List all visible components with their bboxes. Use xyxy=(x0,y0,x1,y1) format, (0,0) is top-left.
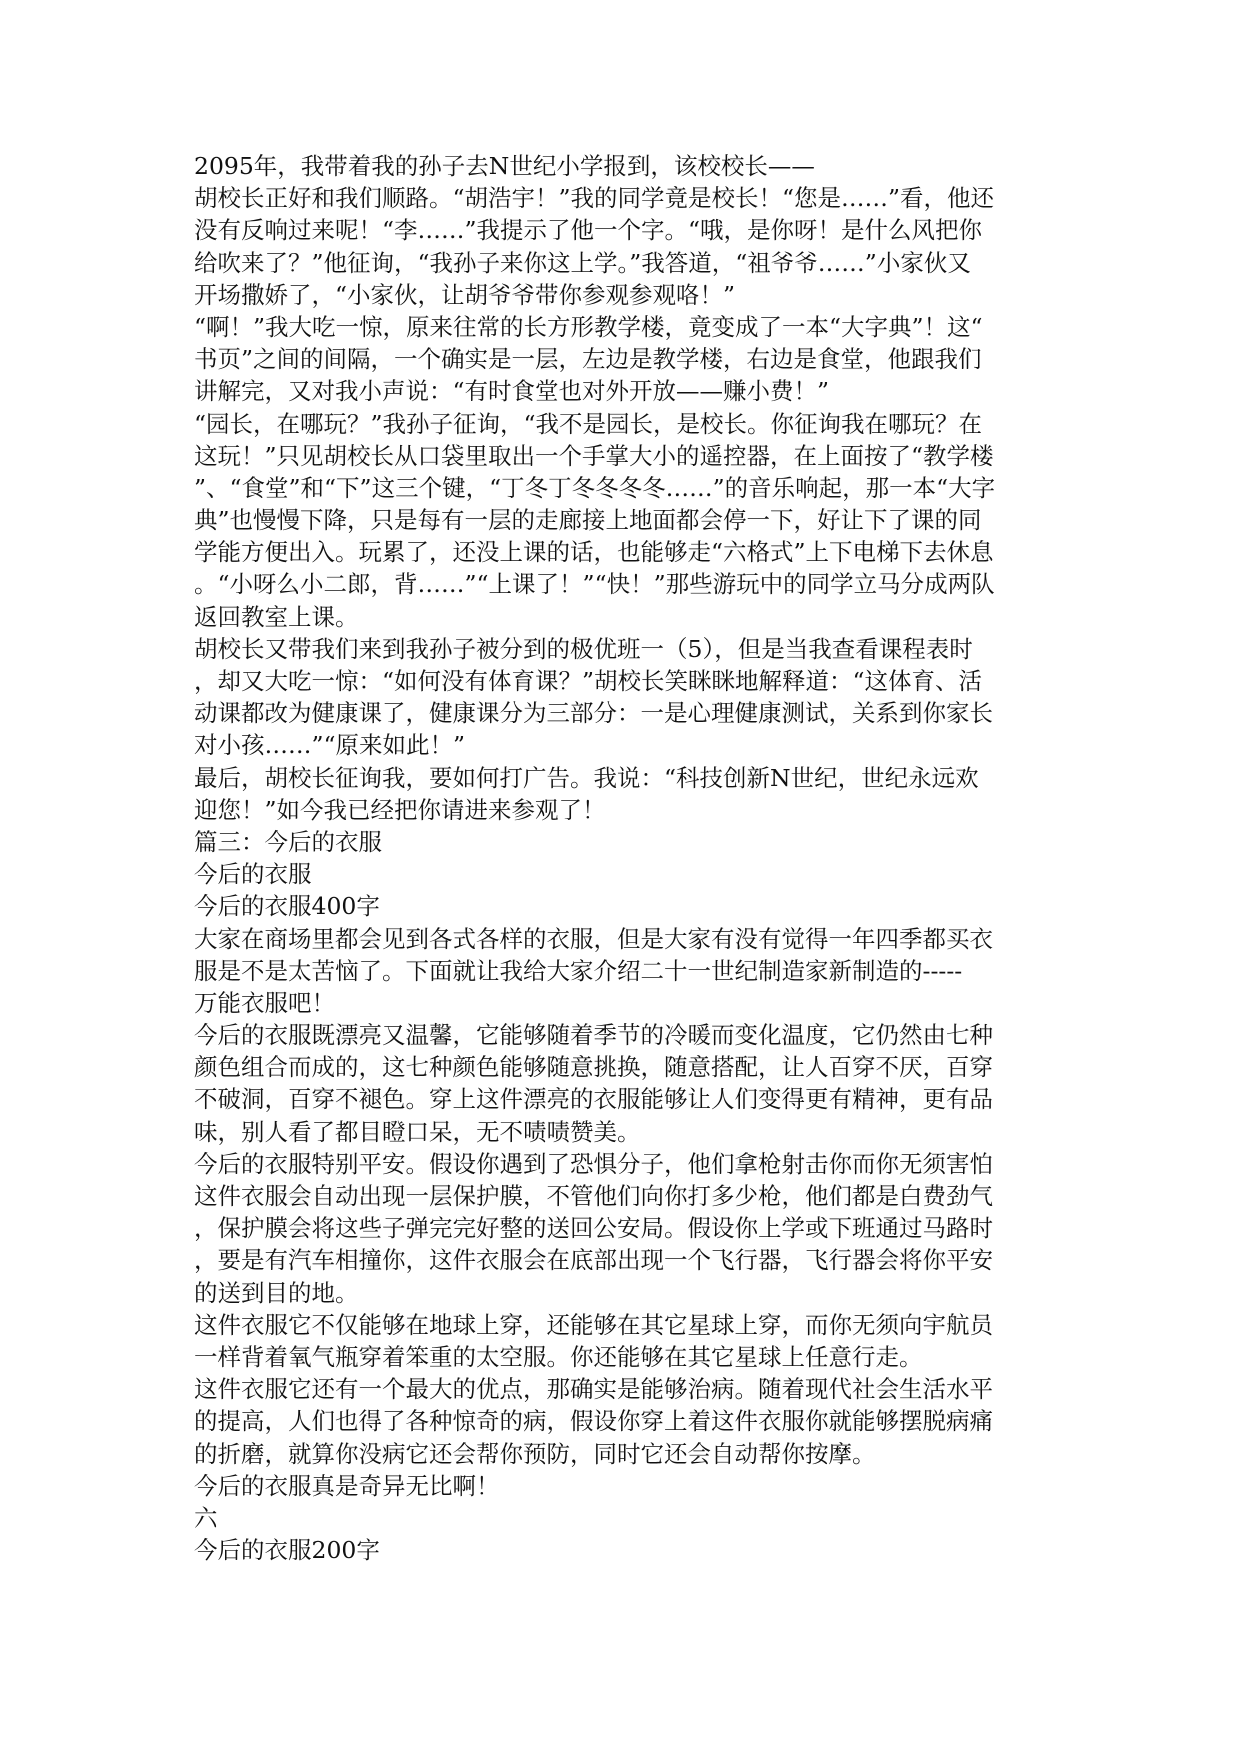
text-line: 这件衣服它还有一个最大的优点，那确实是能够治病。随着现代社会生活水平 xyxy=(194,1375,993,1404)
text-line: 胡校长又带我们来到我孙子被分到的极优班一（5），但是当我查看课程表时 xyxy=(194,634,973,663)
text-line: 的送到目的地。 xyxy=(194,1278,359,1307)
text-line: 六 xyxy=(194,1503,218,1532)
text-line: 今后的衣服特别平安。假设你遇到了恐惧分子，他们拿枪射击你而你无须害怕 xyxy=(194,1149,993,1178)
text-line: “啊！”我大吃一惊，原来往常的长方形教学楼，竟变成了一本“大字典”！这“ xyxy=(194,312,983,341)
text-line: 开场撒娇了，“小家伙，让胡爷爷带你参观参观咯！” xyxy=(194,280,736,309)
text-line: 讲解完，又对我小声说：“有时食堂也对外开放——赚小费！” xyxy=(194,377,830,406)
text-line: 没有反响过来呢！“李……”我提示了他一个字。“哦，是你呀！是什么风把你 xyxy=(194,216,983,245)
text-line: 学能方便出入。玩累了，还没上课的话，也能够走“六格式”上下电梯下去休息 xyxy=(194,538,994,567)
document-body xyxy=(194,150,1054,1566)
text-line: 这件衣服它不仅能够在地球上穿，还能够在其它星球上穿，而你无须向宇航员 xyxy=(194,1310,993,1339)
text-line: 这玩！”只见胡校长从口袋里取出一个手掌大小的遥控器，在上面按了“教学楼 xyxy=(194,441,994,470)
text-line: 不破洞，百穿不褪色。穿上这件漂亮的衣服能够让人们变得更有精神，更有品 xyxy=(194,1085,993,1114)
text-line: 今后的衣服既漂亮又温馨，它能够随着季节的冷暖而变化温度，它仍然由七种 xyxy=(194,1021,993,1050)
text-line: 迎您！”如今我已经把你请进来参观了！ xyxy=(194,795,606,824)
text-line: 给吹来了？”他征询，“我孙子来你这上学。”我答道，“祖爷爷……”小家伙又 xyxy=(194,248,971,277)
text-line: 味，别人看了都目瞪口呆，无不啧啧赞美。 xyxy=(194,1117,641,1146)
text-line: 今后的衣服200字 xyxy=(194,1536,380,1565)
text-line: 最后，胡校长征询我，要如何打广告。我说：“科技创新N世纪，世纪永远欢 xyxy=(194,763,979,792)
text-line: 的折磨，就算你没病它还会帮你预防，同时它还会自动帮你按摩。 xyxy=(194,1439,876,1468)
text-line: 对小孩……”“原来如此！” xyxy=(194,731,466,760)
text-line: 今后的衣服 xyxy=(194,860,312,889)
text-line: 大家在商场里都会见到各式各样的衣服，但是大家有没有觉得一年四季都买衣 xyxy=(194,924,993,953)
text-line: “园长，在哪玩？”我孙子征询，“我不是园长，是校长。你征询我在哪玩？在 xyxy=(194,409,983,438)
text-line: 书页”之间的间隔，一个确实是一层，左边是教学楼，右边是食堂，他跟我们 xyxy=(194,345,982,374)
text-line: ，要是有汽车相撞你，这件衣服会在底部出现一个飞行器，飞行器会将你平安 xyxy=(194,1246,993,1275)
text-line: 一样背着氧气瓶穿着笨重的太空服。你还能够在其它星球上任意行走。 xyxy=(194,1342,923,1371)
text-line: 今后的衣服400字 xyxy=(194,892,380,921)
text-line: 2095年，我带着我的孙子去N世纪小学报到，该校校长—— xyxy=(194,152,815,180)
text-line: 颜色组合而成的，这七种颜色能够随意挑换，随意搭配，让人百穿不厌，百穿 xyxy=(194,1053,993,1082)
text-line: 服是不是太苦恼了。下面就让我给大家介绍二十一世纪制造家新制造的----- xyxy=(194,956,963,985)
text-line: 万能衣服吧！ xyxy=(194,988,335,1017)
text-line: 胡校长正好和我们顺路。“胡浩宇！”我的同学竟是校长！“您是……”看，他还 xyxy=(194,184,995,213)
text-line: ”、“食堂”和“下”这三个键，“丁冬丁冬冬冬冬……”的音乐响起，那一本“大字 xyxy=(194,473,996,502)
text-line: 今后的衣服真是奇异无比啊！ xyxy=(194,1471,500,1500)
text-line: 。“小呀么小二郎，背……”“上课了！”“快！”那些游玩中的同学立马分成两队 xyxy=(194,570,995,599)
text-line: 返回教室上课。 xyxy=(194,602,359,631)
text-line: 这件衣服会自动出现一层保护膜，不管他们向你打多少枪，他们都是白费劲气 xyxy=(194,1182,993,1210)
text-line: 篇三：今后的衣服 xyxy=(194,827,382,856)
text-line: 的提高，人们也得了各种惊奇的病，假设你穿上着这件衣服你就能够摆脱病痛 xyxy=(194,1407,993,1436)
text-line: 动课都改为健康课了，健康课分为三部分：一是心理健康测试，关系到你家长 xyxy=(194,699,993,728)
text-line: ，却又大吃一惊：“如何没有体育课？”胡校长笑眯眯地解释道：“这体育、活 xyxy=(194,667,983,695)
text-line: ，保护膜会将这些子弹完完好整的送回公安局。假设你上学或下班通过马路时 xyxy=(194,1214,993,1243)
text-line: 典”也慢慢下降，只是每有一层的走廊接上地面都会停一下，好让下了课的同 xyxy=(194,506,982,535)
